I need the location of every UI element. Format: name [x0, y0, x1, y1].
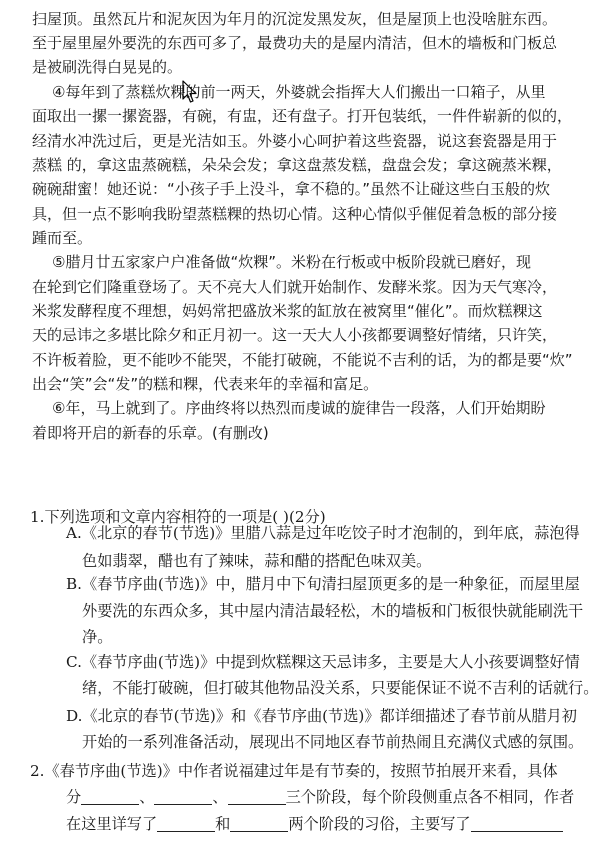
option-d-line: D.《北京的春节(节选)》和《春节序曲(节选)》都详细描述了春节前从腊月初	[66, 707, 577, 725]
passage-line: 米浆发酵程度不理想，妈妈常把盛放米浆的缸放在被窝里“催化”。而炊糕粿这	[32, 302, 543, 320]
option-b-line: 外要洗的东西众多，其中屋内清洁最轻松，木的墙板和门板很快就能刷洗干	[82, 602, 584, 620]
passage-line: 扫屋顶。虽然瓦片和泥灰因为年月的沉淀发黑发灰，但是屋顶上也没啥脏东西。	[32, 10, 558, 28]
option-b-line: 净。	[82, 628, 113, 646]
option-c-line: C.《春节序曲(节选)》中提到炊糕粿这天忌讳多，主要是大人小孩要调整好情	[66, 653, 580, 671]
q2-text: 、	[212, 788, 228, 806]
passage-line: 天的忌讳之多堪比除夕和正月初一。这一天大人小孩都要调整好情绪，只许笑，	[32, 326, 558, 344]
answer-blank[interactable]	[471, 816, 563, 832]
answer-blank[interactable]	[81, 789, 139, 805]
passage-line: 经清水冲洗过后，更是光洁如玉。外婆小心呵护着这些瓷器，说这套瓷器是用于	[32, 132, 558, 150]
passage-line: 碗碗甜蜜！她还说：“小孩子手上没斗，拿不稳的。”虽然不让碰这些白玉般的炊	[32, 180, 551, 198]
q2-text: 三个阶段，每个阶段侧重点各不相同，作者	[285, 788, 575, 806]
passage-line: 踵而至。	[32, 229, 93, 247]
question-2-line	[66, 788, 574, 806]
answer-blank[interactable]	[154, 789, 212, 805]
option-b-line: B.《春节序曲(节选)》中，腊月中下旬清扫屋顶更多的是一种象征，而屋里屋	[66, 575, 580, 593]
question-2-line: 2.《春节序曲(节选)》中作者说福建过年是有节奏的，按照节拍展开来看，具体	[30, 762, 558, 780]
question-1-stem: 1.下列选项和文章内容相符的一项是( )(2分)	[30, 508, 326, 526]
answer-blank[interactable]	[228, 789, 286, 805]
q2-text: 、	[139, 788, 155, 806]
passage-line: 是被刷洗得白晃晃的。	[32, 58, 183, 76]
passage-line: 面取出一摞一摞瓷器，有碗，有盅，还有盘子。打开包装纸，一件件崭新的似的，	[32, 107, 573, 125]
q2-text: 和	[215, 815, 231, 833]
option-c-line: 绪，不能打破碗，但打破其他物品没关系，只要能保证不说不吉利的话就行。	[82, 679, 599, 697]
q2-text: 分	[66, 788, 82, 806]
passage-line: 蒸糕 的，拿这盅蒸碗糕，朵朵会发；拿这盘蒸发糕，盘盘会发；拿这碗蒸米粿，	[32, 156, 562, 174]
passage-line: 至于屋里屋外要洗的东西可多了，最费功夫的是屋内清洁，但木的墙板和门板总	[32, 34, 558, 52]
option-a-line: 色如翡翠，醋也有了辣味，蒜和醋的搭配色味双美。	[82, 552, 432, 570]
passage-line: ⑤腊月廿五家家户户准备做“炊粿”。米粉在行板或中板阶段就已磨好，现	[52, 253, 531, 271]
question-2-line	[66, 815, 563, 833]
passage-line: ⑥年，马上就到了。序曲终将以热烈而虔诚的旋律告一段落，人们开始期盼	[52, 399, 546, 417]
answer-blank[interactable]	[157, 816, 215, 832]
answer-blank[interactable]	[230, 816, 288, 832]
passage-line: 出会“笑”会“发”的糕和粿，代表来年的幸福和富足。	[32, 375, 379, 393]
q2-text: 两个阶段的习俗，主要写了	[288, 815, 471, 833]
passage-line: ④每年到了蒸糕炊粿的前一两天，外婆就会指挥大人们搬出一口箱子，从里	[52, 83, 546, 101]
passage-line: 具，但一点不影响我盼望蒸糕粿的热切心情。这种心情似乎催促着急板的部分接	[32, 205, 558, 223]
passage-line: 在轮到它们隆重登场了。天不亮大人们就开始制作、发酵米浆。因为天气寒冷，	[32, 278, 558, 296]
option-a-line: A.《北京的春节(节选)》里腊八蒜是过年吃饺子时才泡制的，到年底，蒜泡得	[66, 524, 580, 542]
q2-text: 在这里详写了	[66, 815, 158, 833]
passage-line: 着即将开启的新春的乐章。(有删改)	[32, 424, 269, 442]
passage-line: 不许板着脸，更不能吵不能哭，不能打破碗，不能说不吉利的话，为的都是要“炊”	[32, 351, 573, 369]
option-d-line: 开始的一系列准备活动，展现出不同地区春节前热闹且充满仪式感的氛围。	[82, 733, 584, 751]
